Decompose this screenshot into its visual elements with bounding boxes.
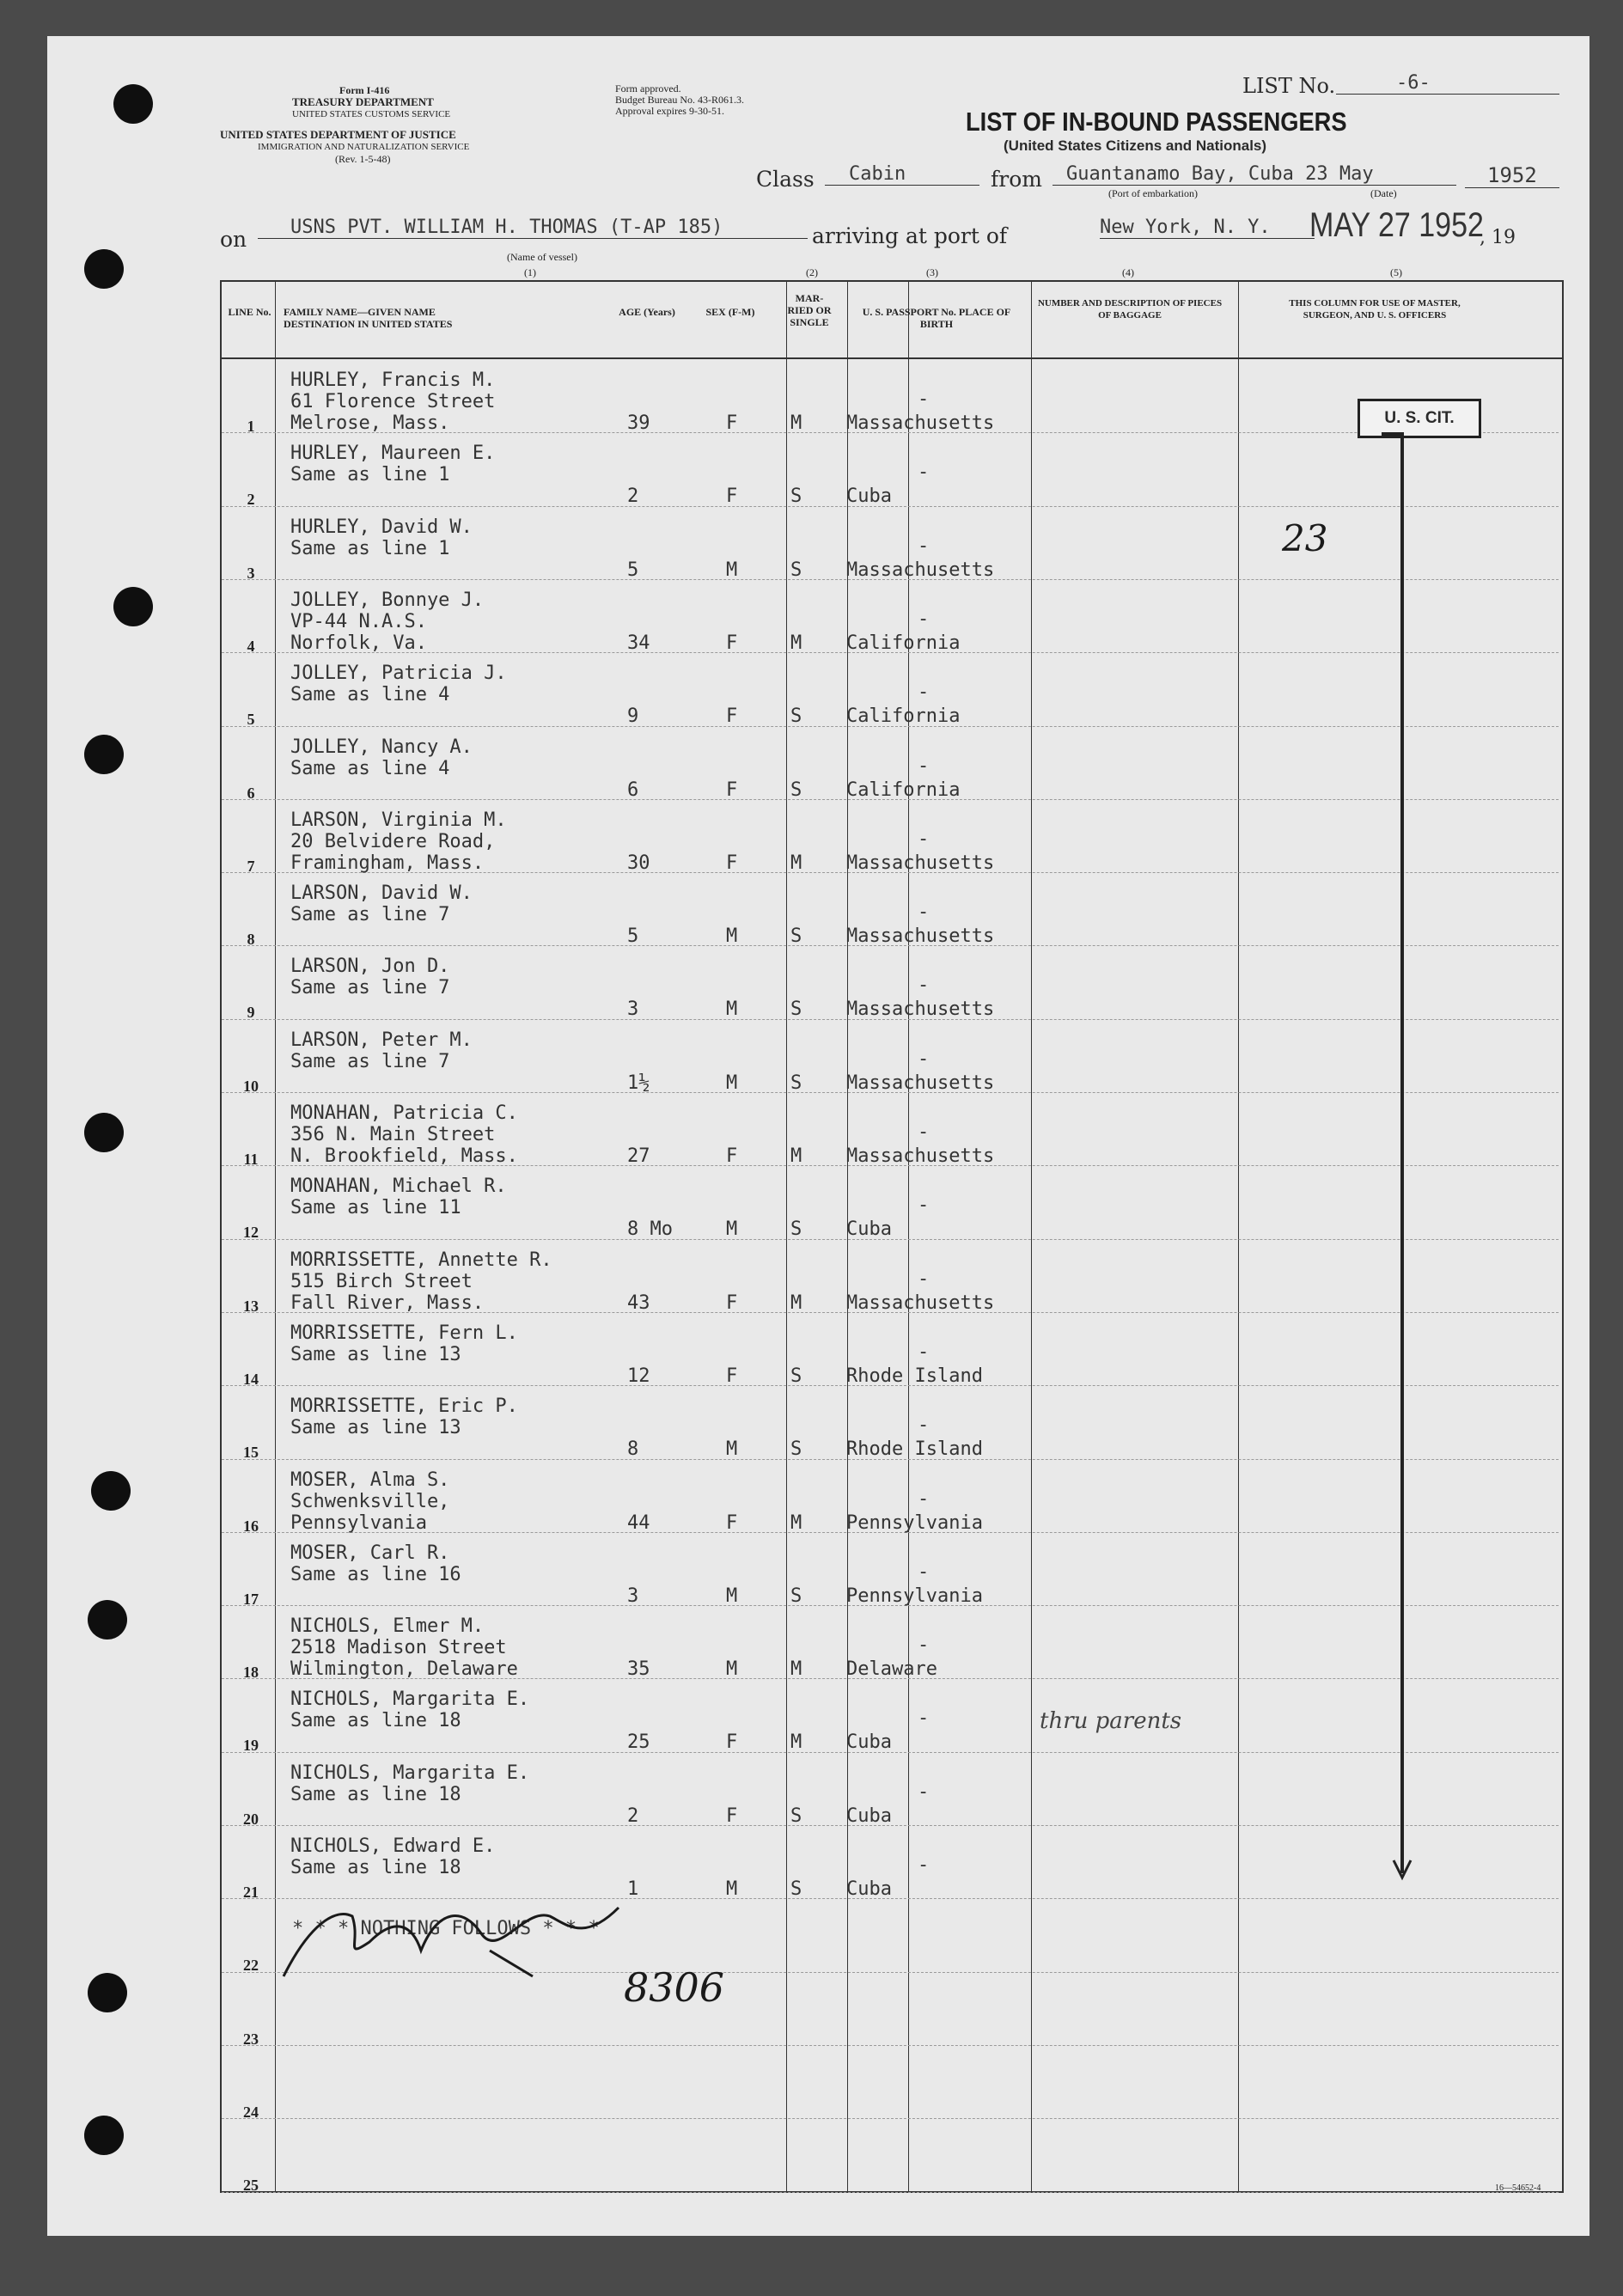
passenger-sex: F	[726, 852, 738, 874]
place-of-birth: Massachusetts	[846, 412, 995, 434]
binder-hole	[84, 1113, 124, 1152]
passenger-name: MOSER, Alma S.	[290, 1469, 450, 1491]
place-of-birth: Massachusetts	[846, 998, 995, 1021]
passenger-address-1: Same as line 18	[290, 1783, 461, 1805]
binder-hole	[88, 1600, 127, 1640]
list-no-value: -6-	[1336, 72, 1559, 95]
passenger-age: 35	[627, 1658, 650, 1681]
justice-dept: UNITED STATES DEPARTMENT OF JUSTICE	[220, 128, 456, 141]
passport-no: -	[918, 754, 930, 777]
passenger-marital: S	[790, 559, 802, 581]
passenger-name: NICHOLS, Edward E.	[290, 1835, 496, 1857]
passenger-age: 3	[627, 998, 639, 1021]
header-sex: SEX (F-M)	[705, 306, 755, 318]
passport-no: -	[918, 974, 930, 997]
passport-no: -	[918, 827, 930, 850]
passenger-address-2: Fall River, Mass.	[290, 1292, 485, 1314]
passenger-age: 44	[627, 1511, 650, 1534]
passenger-marital: S	[790, 1878, 802, 1900]
us-citizen-stamp: U. S. CIT.	[1358, 399, 1481, 438]
row-separator	[222, 2045, 1559, 2046]
passenger-name: LARSON, Jon D.	[290, 956, 450, 978]
header-line-no: LINE No.	[228, 306, 272, 318]
on-label: on	[220, 227, 247, 252]
place-of-birth: Cuba	[846, 485, 892, 508]
col-num-2: (2)	[806, 266, 818, 278]
passenger-age: 5	[627, 925, 639, 948]
line-number: 11	[243, 1151, 259, 1168]
place-of-birth: Cuba	[846, 1804, 892, 1827]
handwritten-signature	[275, 1890, 636, 1994]
port-embarkation-caption: (Port of embarkation)	[1108, 187, 1198, 199]
header-officers: THIS COLUMN FOR USE OF MASTER, SURGEON, AND U. S. OFFICERS	[1289, 298, 1461, 321]
place-of-birth: Massachusetts	[846, 1292, 995, 1314]
passenger-sex: M	[726, 1658, 738, 1681]
place-of-birth: Massachusetts	[846, 852, 995, 874]
header-family-name: FAMILY NAME—GIVEN NAME DESTINATION IN UNITED STATES	[284, 306, 453, 330]
passenger-address-1: 356 N. Main Street	[290, 1124, 496, 1145]
passport-no: -	[918, 608, 930, 630]
passenger-age: 25	[627, 1731, 650, 1754]
passenger-sex: M	[726, 1585, 738, 1607]
arrival-port: New York, N. Y.	[1100, 217, 1315, 239]
passenger-address-2: N. Brookfield, Mass.	[290, 1145, 518, 1167]
passport-no: -	[918, 534, 930, 557]
passenger-sex: F	[726, 1511, 738, 1534]
passenger-sex: M	[726, 1438, 738, 1461]
line-number: 3	[247, 564, 255, 582]
place-of-birth: Cuba	[846, 1731, 892, 1754]
passenger-marital: S	[790, 485, 802, 508]
passport-no: -	[918, 1121, 930, 1143]
passenger-marital: M	[790, 412, 802, 434]
document-title: LIST OF IN-BOUND PASSENGERS	[966, 107, 1347, 137]
place-of-birth: California	[846, 705, 961, 728]
passenger-address-1: Same as line 7	[290, 904, 450, 926]
binder-hole	[88, 1973, 127, 2012]
passenger-address-1: VP-44 N.A.S.	[290, 610, 427, 632]
passenger-address-1: 515 Birch Street	[290, 1270, 473, 1292]
passenger-name: NICHOLS, Margarita E.	[290, 1688, 530, 1711]
line-number: 12	[243, 1224, 259, 1242]
passport-no: -	[918, 1560, 930, 1583]
class-label: Class	[756, 167, 815, 192]
passport-no: -	[918, 1340, 930, 1363]
line-number: 19	[243, 1737, 259, 1755]
passport-no: -	[918, 1707, 930, 1730]
row-separator	[222, 2192, 1559, 2193]
line-number: 7	[247, 857, 255, 875]
revision: (Rev. 1-5-48)	[335, 153, 391, 165]
line-number: 23	[243, 2030, 259, 2048]
form-number: Form I-416	[339, 84, 390, 96]
passenger-age: 34	[627, 632, 650, 654]
passenger-name: NICHOLS, Elmer M.	[290, 1615, 485, 1638]
passenger-sex: F	[726, 1292, 738, 1314]
passenger-marital: S	[790, 925, 802, 948]
line-number: 10	[243, 1077, 259, 1095]
passport-no: -	[918, 1634, 930, 1657]
line-number: 16	[243, 1517, 259, 1535]
col-num-4: (4)	[1122, 266, 1134, 278]
passenger-sex: F	[726, 632, 738, 654]
printing-code: 16—54652-4	[1495, 2183, 1541, 2193]
passport-no: -	[918, 461, 930, 484]
passenger-age: 2	[627, 485, 639, 508]
passenger-sex: F	[726, 1145, 738, 1167]
passenger-name: HURLEY, David W.	[290, 516, 473, 538]
binder-hole	[84, 2116, 124, 2155]
header-passport: U. S. PASSPORT No. PLACE OF BIRTH	[862, 306, 1011, 330]
line-number: 18	[243, 1664, 259, 1682]
passenger-address-1: 61 Florence Street	[290, 391, 496, 412]
passenger-marital: M	[790, 1658, 802, 1681]
binder-hole	[84, 735, 124, 774]
arrival-date-stamp: MAY 27 1952	[1309, 206, 1484, 244]
line-number: 17	[243, 1590, 259, 1608]
passport-no: -	[918, 1854, 930, 1876]
binder-hole	[91, 1471, 131, 1511]
passenger-name: LARSON, Virginia M.	[290, 809, 507, 831]
passenger-sex: M	[726, 998, 738, 1021]
arriving-label: arriving at port of	[812, 223, 1008, 248]
passenger-name: HURLEY, Maureen E.	[290, 443, 496, 465]
passenger-marital: S	[790, 1438, 802, 1461]
passenger-marital: S	[790, 1804, 802, 1827]
passenger-name: LARSON, Peter M.	[290, 1029, 473, 1051]
passenger-sex: F	[726, 412, 738, 434]
from-value: Guantanamo Bay, Cuba 23 May	[1053, 163, 1456, 186]
place-of-birth: Delaware	[846, 1658, 937, 1681]
passenger-sex: F	[726, 1365, 738, 1387]
passenger-age: 39	[627, 412, 650, 434]
passport-no: -	[918, 681, 930, 704]
line-number: 9	[247, 1004, 255, 1022]
passenger-age: 9	[627, 705, 639, 728]
passenger-age: 1	[627, 1878, 639, 1900]
passenger-sex: F	[726, 705, 738, 728]
passenger-marital: S	[790, 1072, 802, 1094]
header-divider	[222, 357, 1562, 359]
budget-bureau: Budget Bureau No. 43-R061.3.	[615, 94, 744, 106]
passport-no: -	[918, 1047, 930, 1070]
passenger-name: JOLLEY, Nancy A.	[290, 736, 473, 758]
approval-expires: Approval expires 9-30-51.	[615, 105, 724, 117]
passenger-sex: F	[726, 485, 738, 508]
place-of-birth: Rhode Island	[846, 1365, 983, 1387]
passenger-address-1: Same as line 13	[290, 1417, 461, 1439]
passenger-sex: M	[726, 559, 738, 581]
passenger-address-1: Same as line 18	[290, 1710, 461, 1732]
header-age: AGE (Years)	[619, 306, 675, 318]
passport-no: -	[918, 1194, 930, 1217]
vessel-name: USNS PVT. WILLIAM H. THOMAS (T-AP 185)	[258, 217, 808, 239]
passenger-name: MORRISSETTE, Annette R.	[290, 1249, 552, 1271]
col-num-1: (1)	[524, 266, 536, 278]
document-subtitle: (United States Citizens and Nationals)	[1004, 137, 1267, 154]
passenger-age: 8 Mo	[627, 1218, 673, 1241]
passenger-marital: M	[790, 1731, 802, 1754]
passenger-marital: S	[790, 1218, 802, 1241]
passenger-age: 30	[627, 852, 650, 874]
passenger-address-1: Schwenksville,	[290, 1490, 450, 1512]
line-number: 2	[247, 491, 255, 509]
baggage-note: thru parents	[1040, 1708, 1182, 1734]
line-number: 20	[243, 1810, 259, 1828]
passenger-age: 5	[627, 559, 639, 581]
passenger-address-1: Same as line 18	[290, 1857, 461, 1878]
header-married: MAR- RIED OR SINGLE	[787, 292, 832, 328]
passenger-address-1: Same as line 1	[290, 464, 450, 486]
passenger-marital: M	[790, 632, 802, 654]
passport-no: -	[918, 1487, 930, 1510]
passenger-sex: F	[726, 1804, 738, 1827]
passenger-address-2: Framingham, Mass.	[290, 852, 485, 874]
binder-hole	[113, 84, 153, 124]
passenger-sex: M	[726, 1878, 738, 1900]
passport-no: -	[918, 1414, 930, 1437]
year-suffix: , 19	[1480, 227, 1516, 248]
passenger-sex: M	[726, 1072, 738, 1094]
passenger-marital: M	[790, 1511, 802, 1534]
passenger-address-1: Same as line 1	[290, 537, 450, 559]
passenger-address-1: Same as line 7	[290, 1050, 450, 1072]
passenger-age: 8	[627, 1438, 639, 1461]
nothing-follows: * * * NOTHING FOLLOWS * * *	[292, 1918, 600, 1939]
passport-no: -	[918, 1780, 930, 1803]
passport-no: -	[918, 1267, 930, 1290]
line-number: 22	[243, 1957, 259, 1975]
ins-service: IMMIGRATION AND NATURALIZATION SERVICE	[258, 142, 470, 152]
passenger-name: HURLEY, Francis M.	[290, 369, 496, 391]
passenger-address-2: Wilmington, Delaware	[290, 1658, 518, 1681]
passenger-name: MORRISSETTE, Eric P.	[290, 1395, 518, 1418]
place-of-birth: Cuba	[846, 1218, 892, 1241]
binder-hole	[113, 587, 153, 626]
passenger-address-1: 20 Belvidere Road,	[290, 830, 496, 852]
from-label: from	[991, 167, 1042, 192]
class-value: Cabin	[825, 163, 979, 186]
passenger-address-1: 2518 Madison Street	[290, 1637, 507, 1659]
passenger-age: 12	[627, 1365, 650, 1387]
treasury-dept: TREASURY DEPARTMENT	[292, 95, 434, 108]
passenger-age: 3	[627, 1585, 639, 1607]
passenger-marital: M	[790, 1145, 802, 1167]
place-of-birth: California	[846, 632, 961, 654]
date-caption: (Date)	[1370, 187, 1397, 199]
passenger-marital: S	[790, 1585, 802, 1607]
passenger-address-1: Same as line 4	[290, 757, 450, 779]
line-number: 13	[243, 1297, 259, 1315]
passenger-address-2: Norfolk, Va.	[290, 632, 427, 654]
line-number: 25	[243, 2177, 259, 2195]
passenger-name: MONAHAN, Michael R.	[290, 1175, 507, 1198]
col-num-3: (3)	[926, 266, 938, 278]
passenger-name: LARSON, David W.	[290, 882, 473, 905]
passenger-address-2: Pennsylvania	[290, 1511, 427, 1534]
line-number: 8	[247, 931, 255, 949]
passenger-address-1: Same as line 11	[290, 1197, 461, 1219]
passenger-name: NICHOLS, Margarita E.	[290, 1762, 530, 1784]
passenger-age: 43	[627, 1292, 650, 1314]
place-of-birth: Pennsylvania	[846, 1511, 983, 1534]
line-number: 21	[243, 1884, 259, 1901]
passenger-address-1: Same as line 13	[290, 1343, 461, 1365]
passenger-name: JOLLEY, Bonnye J.	[290, 589, 485, 611]
line-number: 15	[243, 1444, 259, 1462]
line-number: 5	[247, 711, 255, 729]
col-num-5: (5)	[1390, 266, 1402, 278]
col-divider	[786, 282, 787, 2191]
year-value: 1952	[1465, 163, 1559, 188]
passenger-age: 2	[627, 1804, 639, 1827]
passenger-name: JOLLEY, Patricia J.	[290, 663, 507, 685]
passenger-marital: S	[790, 998, 802, 1021]
passenger-sex: F	[726, 1731, 738, 1754]
passenger-address-2: Melrose, Mass.	[290, 412, 450, 434]
list-no-label: LIST No.	[1242, 74, 1336, 98]
line-number: 4	[247, 637, 255, 655]
place-of-birth: Massachusetts	[846, 1072, 995, 1094]
vessel-caption: (Name of vessel)	[507, 251, 577, 263]
passenger-age: 27	[627, 1145, 650, 1167]
line-number: 1	[247, 418, 255, 435]
line-number: 6	[247, 784, 255, 802]
place-of-birth: Massachusetts	[846, 925, 995, 948]
passenger-marital: M	[790, 1292, 802, 1314]
passenger-sex: M	[726, 925, 738, 948]
passenger-marital: S	[790, 779, 802, 801]
place-of-birth: Pennsylvania	[846, 1585, 983, 1607]
place-of-birth: Massachusetts	[846, 1145, 995, 1167]
place-of-birth: Rhode Island	[846, 1438, 983, 1461]
passenger-name: MOSER, Carl R.	[290, 1542, 450, 1564]
passenger-name: MONAHAN, Patricia C.	[290, 1102, 518, 1124]
count-annotation: 23	[1282, 517, 1328, 559]
line-number: 24	[243, 2103, 259, 2121]
passenger-sex: M	[726, 1218, 738, 1241]
place-of-birth: Massachusetts	[846, 559, 995, 581]
passenger-address-1: Same as line 16	[290, 1563, 461, 1585]
passenger-sex: F	[726, 779, 738, 801]
passport-no: -	[918, 388, 930, 410]
header-baggage: NUMBER AND DESCRIPTION OF PIECES OF BAGGAGE	[1037, 298, 1223, 321]
col-divider	[1238, 282, 1239, 2191]
form-approved: Form approved.	[615, 82, 681, 95]
place-of-birth: Cuba	[846, 1878, 892, 1900]
passport-no: -	[918, 901, 930, 924]
passenger-marital: S	[790, 705, 802, 728]
passenger-age: 1½	[627, 1072, 650, 1094]
passenger-marital: M	[790, 852, 802, 874]
signature-note: 8306	[624, 1964, 725, 2011]
customs-service: UNITED STATES CUSTOMS SERVICE	[292, 109, 451, 119]
line-number: 14	[243, 1370, 259, 1388]
col-divider	[1031, 282, 1032, 2191]
binder-hole	[84, 249, 124, 289]
passenger-marital: S	[790, 1365, 802, 1387]
passenger-age: 6	[627, 779, 639, 801]
row-separator	[222, 2118, 1559, 2119]
passenger-address-1: Same as line 4	[290, 684, 450, 706]
passenger-name: MORRISSETTE, Fern L.	[290, 1322, 518, 1344]
passenger-address-1: Same as line 7	[290, 977, 450, 999]
place-of-birth: California	[846, 779, 961, 801]
bracket-arrow	[1375, 430, 1426, 1890]
